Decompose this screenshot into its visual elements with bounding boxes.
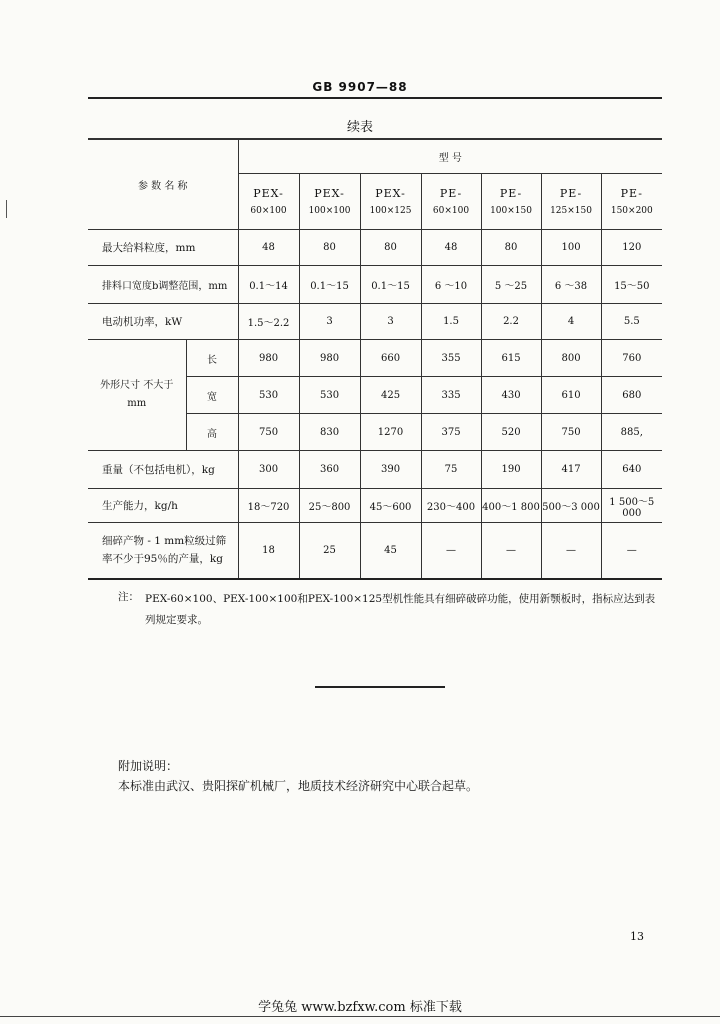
cell: 45 [360,523,421,579]
page-number: 13 [630,930,644,943]
cell: — [601,523,662,579]
model-col: PEX- 100×125 [360,174,421,230]
cell: 120 [601,230,662,266]
cell: 18～720 [238,489,299,523]
standard-code: GB 9907—88 [312,80,408,94]
cell: 5 ～25 [481,266,541,304]
cell: 0.1～14 [238,266,299,304]
model-col: PE- 100×150 [481,174,541,230]
cell: 1270 [360,414,421,451]
cell: 48 [421,230,481,266]
cell: 5.5 [601,304,662,340]
cell: 520 [481,414,541,451]
cell: 885, [601,414,662,451]
footer-rule [0,1016,720,1017]
row-label: 生产能力，kg/h [88,489,238,523]
cell: 3 [360,304,421,340]
cell: 500～3 000 [541,489,601,523]
cell: 800 [541,340,601,377]
scan-edge-mark [6,200,7,218]
cell: 48 [238,230,299,266]
cell: 375 [421,414,481,451]
cell: 100 [541,230,601,266]
sub-label: 长 [186,340,238,377]
cell: 760 [601,340,662,377]
cell: 830 [299,414,360,451]
cell: 15～50 [601,266,662,304]
cell: 390 [360,451,421,489]
row-label: 细碎产物 - 1 mm粒级过筛 率不少于95％的产量，kg [88,523,238,579]
sub-label: 高 [186,414,238,451]
cell: 80 [299,230,360,266]
cell: — [421,523,481,579]
table-row [88,230,662,266]
cell: 190 [481,451,541,489]
cell: 2.2 [481,304,541,340]
model-col: PE- 125×150 [541,174,601,230]
table-row [88,340,662,377]
cell: — [481,523,541,579]
table-row [88,523,662,579]
cell: 1 500～5 000 [601,489,662,523]
dimensions-label: 外形尺寸 不大于 mm [88,340,186,451]
cell: 660 [360,340,421,377]
cell: 25～800 [299,489,360,523]
model-header: 型 号 [238,140,662,174]
cell: 750 [238,414,299,451]
header-rule [88,97,662,99]
model-col: PEX- 100×100 [299,174,360,230]
cell: 80 [481,230,541,266]
cell: 400～1 800 [481,489,541,523]
note-label: 注： [118,591,139,603]
row-label: 电动机功率，kW [88,304,238,340]
cell: 0.1～15 [360,266,421,304]
cell: 18 [238,523,299,579]
cell: — [541,523,601,579]
table-row [88,304,662,340]
cell: 425 [360,377,421,414]
cell: 80 [360,230,421,266]
cell: 1.5～2.2 [238,304,299,340]
cell: 980 [238,340,299,377]
model-col: PE- 60×100 [421,174,481,230]
cell: 640 [601,451,662,489]
cell: 980 [299,340,360,377]
row-label: 最大给料粒度，mm [88,230,238,266]
table-row [88,489,662,523]
cell: 6 ～38 [541,266,601,304]
cell: 0.1～15 [299,266,360,304]
cell: 530 [299,377,360,414]
cell: 3 [299,304,360,340]
table-row [88,266,662,304]
cell: 4 [541,304,601,340]
sub-label: 宽 [186,377,238,414]
table-row [88,451,662,489]
cell: 750 [541,414,601,451]
cell: 300 [238,451,299,489]
row-label: 重量（不包括电机），kg [88,451,238,489]
cell: 25 [299,523,360,579]
spec-table [88,139,662,580]
footer-watermark: 学兔兔 www.bzfxw.com 标准下载 [258,1000,462,1015]
cell: 610 [541,377,601,414]
cell: 1.5 [421,304,481,340]
cell: 615 [481,340,541,377]
cell: 75 [421,451,481,489]
param-header: 参 数 名 称 [88,140,238,230]
appendix-text: 本标准由武汉、贵阳探矿机械厂，地质技术经济研究中心联合起草。 [118,779,479,793]
note-text: PEX-60×100、PEX-100×100和PEX-100×125型机性能具有细碎破碎功能，使用新颚板时，指标应达到表列规定要求。 [145,593,656,626]
table-title: 续表 [346,120,373,135]
model-col: PEX- 60×100 [238,174,299,230]
section-divider [315,686,445,688]
cell: 680 [601,377,662,414]
appendix-title: 附加说明： [118,759,179,773]
cell: 230～400 [421,489,481,523]
cell: 530 [238,377,299,414]
cell: 335 [421,377,481,414]
row-label: 排料口宽度b调整范围，mm [88,266,238,304]
model-col: PE- 150×200 [601,174,662,230]
cell: 417 [541,451,601,489]
cell: 360 [299,451,360,489]
cell: 45～600 [360,489,421,523]
cell: 430 [481,377,541,414]
cell: 355 [421,340,481,377]
cell: 6 ～10 [421,266,481,304]
